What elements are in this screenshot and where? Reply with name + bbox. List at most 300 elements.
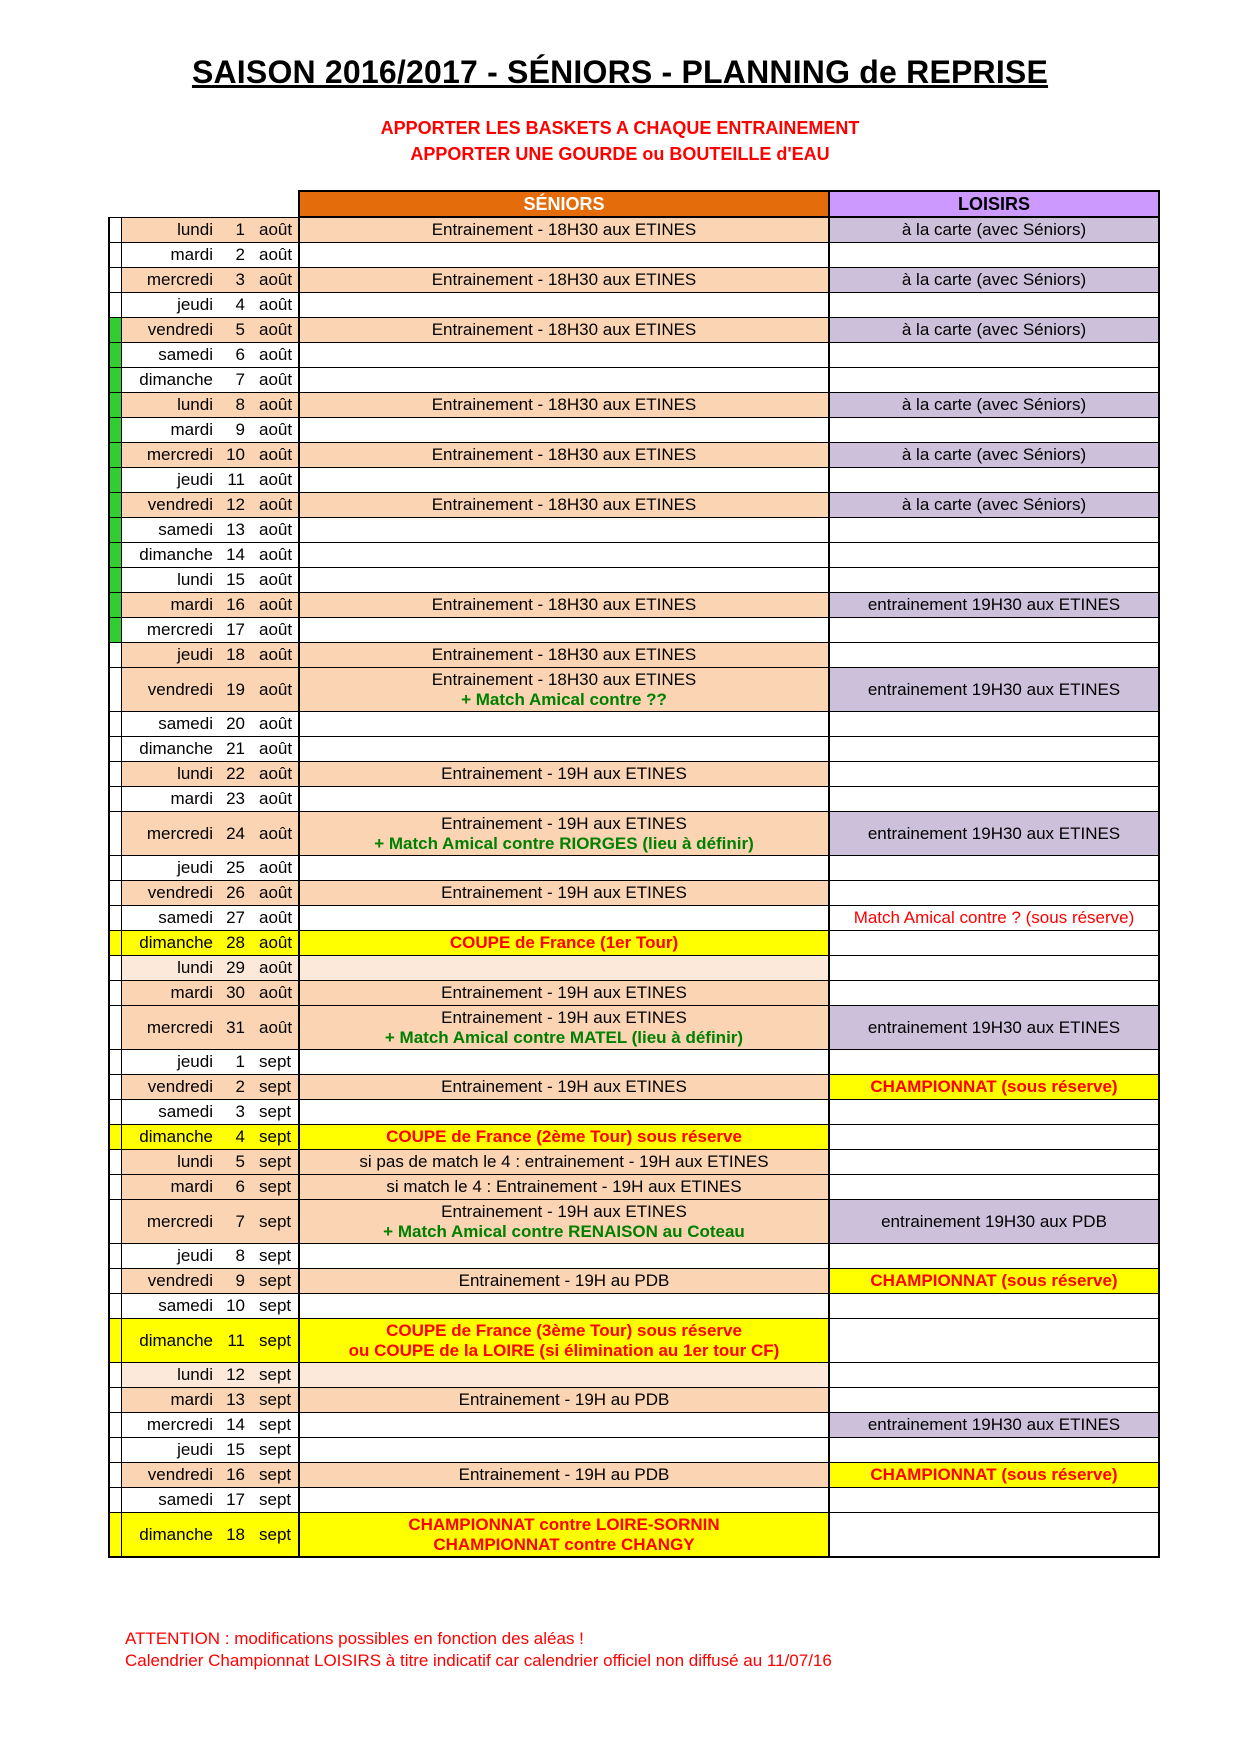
seniors-cell <box>299 518 829 543</box>
loisirs-cell: entrainement 19H30 aux ETINES <box>829 1006 1159 1050</box>
month-name: sept <box>251 1413 299 1438</box>
day-name: vendredi <box>121 493 221 518</box>
day-number: 13 <box>221 518 251 543</box>
seniors-cell <box>299 543 829 568</box>
seniors-cell <box>299 618 829 643</box>
day-number: 15 <box>221 568 251 593</box>
day-name: vendredi <box>121 1269 221 1294</box>
month-name: août <box>251 737 299 762</box>
month-name: sept <box>251 1050 299 1075</box>
seniors-activity: Entrainement - 18H30 aux ETINES <box>431 595 697 614</box>
loisirs-cell <box>829 293 1159 318</box>
loisirs-cell <box>829 1319 1159 1363</box>
month-name: sept <box>251 1125 299 1150</box>
day-number: 17 <box>221 1488 251 1513</box>
cup-match: CHAMPIONNAT contre CHANGY <box>433 1534 695 1554</box>
loisirs-cell: à la carte (avec Séniors) <box>829 268 1159 293</box>
day-number: 21 <box>221 737 251 762</box>
row-marker <box>109 1175 121 1200</box>
seniors-cell <box>299 568 829 593</box>
table-row <box>109 518 1159 543</box>
loisirs-cell <box>829 1438 1159 1463</box>
month-name: août <box>251 643 299 668</box>
row-marker <box>109 543 121 568</box>
row-marker <box>109 1244 121 1269</box>
loisirs-cell <box>829 1388 1159 1413</box>
day-name: jeudi <box>121 856 221 881</box>
day-name: lundi <box>121 956 221 981</box>
seniors-activity: Entrainement - 18H30 aux ETINES <box>431 669 697 689</box>
loisirs-cell <box>829 1175 1159 1200</box>
day-number: 7 <box>221 368 251 393</box>
cup-match: COUPE de France (2ème Tour) sous réserve <box>386 1127 742 1146</box>
row-marker <box>109 418 121 443</box>
day-number: 3 <box>221 268 251 293</box>
loisirs-cell: CHAMPIONNAT (sous réserve) <box>829 1269 1159 1294</box>
month-name: août <box>251 443 299 468</box>
table-row <box>109 737 1159 762</box>
seniors-activity: Entrainement - 19H aux ETINES <box>441 1201 687 1221</box>
day-number: 18 <box>221 643 251 668</box>
table-row <box>109 268 1159 293</box>
seniors-cell <box>299 1513 829 1558</box>
table-row <box>109 1006 1159 1050</box>
row-marker <box>109 856 121 881</box>
table-row <box>109 668 1159 712</box>
month-name: sept <box>251 1363 299 1388</box>
seniors-cell <box>299 787 829 812</box>
seniors-cell <box>299 443 829 468</box>
month-name: sept <box>251 1244 299 1269</box>
loisirs-cell: à la carte (avec Séniors) <box>829 443 1159 468</box>
day-number: 24 <box>221 812 251 856</box>
table-row <box>109 393 1159 418</box>
day-number: 14 <box>221 1413 251 1438</box>
loisirs-cell <box>829 418 1159 443</box>
loisirs-cell <box>829 762 1159 787</box>
row-marker <box>109 906 121 931</box>
loisirs-cell <box>829 931 1159 956</box>
loisirs-cell <box>829 737 1159 762</box>
month-name: août <box>251 712 299 737</box>
day-name: lundi <box>121 217 221 243</box>
table-row <box>109 787 1159 812</box>
month-name: août <box>251 881 299 906</box>
loisirs-cell: à la carte (avec Séniors) <box>829 217 1159 243</box>
day-name: vendredi <box>121 881 221 906</box>
day-name: mardi <box>121 243 221 268</box>
row-marker <box>109 368 121 393</box>
row-marker <box>109 1050 121 1075</box>
table-row <box>109 1075 1159 1100</box>
table-row <box>109 1294 1159 1319</box>
row-marker <box>109 1413 121 1438</box>
seniors-activity: Entrainement - 19H aux ETINES <box>441 813 687 833</box>
table-row <box>109 418 1159 443</box>
seniors-activity: Entrainement - 19H au PDB <box>458 1465 670 1484</box>
loisirs-cell: à la carte (avec Séniors) <box>829 393 1159 418</box>
table-row <box>109 1100 1159 1125</box>
seniors-cell <box>299 468 829 493</box>
seniors-cell <box>299 217 829 243</box>
day-number: 18 <box>221 1513 251 1558</box>
row-marker <box>109 712 121 737</box>
row-marker <box>109 1200 121 1244</box>
loisirs-cell <box>829 981 1159 1006</box>
loisirs-cell <box>829 787 1159 812</box>
loisirs-cell <box>829 243 1159 268</box>
loisirs-cell: entrainement 19H30 aux ETINES <box>829 668 1159 712</box>
day-number: 19 <box>221 668 251 712</box>
seniors-activity: si match le 4 : Entrainement - 19H aux ETINES <box>386 1177 742 1196</box>
month-name: août <box>251 368 299 393</box>
seniors-cell <box>299 1200 829 1244</box>
loisirs-cell: entrainement 19H30 aux PDB <box>829 1200 1159 1244</box>
table-row <box>109 343 1159 368</box>
day-number: 5 <box>221 1150 251 1175</box>
table-row <box>109 217 1159 243</box>
seniors-cell <box>299 1269 829 1294</box>
day-number: 10 <box>221 1294 251 1319</box>
day-number: 28 <box>221 931 251 956</box>
row-marker <box>109 1100 121 1125</box>
day-name: samedi <box>121 1294 221 1319</box>
day-name: mercredi <box>121 618 221 643</box>
seniors-activity: Entrainement - 19H aux ETINES <box>441 983 687 1002</box>
day-number: 17 <box>221 618 251 643</box>
month-name: août <box>251 906 299 931</box>
day-number: 4 <box>221 293 251 318</box>
seniors-cell <box>299 1050 829 1075</box>
day-name: mercredi <box>121 1413 221 1438</box>
loisirs-cell: CHAMPIONNAT (sous réserve) <box>829 1463 1159 1488</box>
row-marker <box>109 931 121 956</box>
day-number: 23 <box>221 787 251 812</box>
row-marker <box>109 787 121 812</box>
day-name: jeudi <box>121 1050 221 1075</box>
day-name: jeudi <box>121 1438 221 1463</box>
table-row <box>109 1200 1159 1244</box>
row-marker <box>109 1269 121 1294</box>
month-name: sept <box>251 1269 299 1294</box>
day-number: 1 <box>221 1050 251 1075</box>
seniors-cell <box>299 1075 829 1100</box>
seniors-cell <box>299 1125 829 1150</box>
month-name: août <box>251 217 299 243</box>
seniors-cell <box>299 956 829 981</box>
day-number: 8 <box>221 393 251 418</box>
loisirs-cell <box>829 1488 1159 1513</box>
row-marker <box>109 243 121 268</box>
day-name: mardi <box>121 787 221 812</box>
row-marker <box>109 318 121 343</box>
day-name: dimanche <box>121 737 221 762</box>
day-name: mercredi <box>121 443 221 468</box>
seniors-activity: Entrainement - 18H30 aux ETINES <box>431 495 697 514</box>
day-name: vendredi <box>121 318 221 343</box>
month-name: août <box>251 618 299 643</box>
table-row <box>109 981 1159 1006</box>
day-name: mardi <box>121 1388 221 1413</box>
seniors-cell <box>299 418 829 443</box>
day-name: vendredi <box>121 668 221 712</box>
day-number: 11 <box>221 468 251 493</box>
day-number: 5 <box>221 318 251 343</box>
seniors-cell <box>299 1175 829 1200</box>
month-name: août <box>251 931 299 956</box>
seniors-cell <box>299 1488 829 1513</box>
loisirs-cell <box>829 1244 1159 1269</box>
day-name: dimanche <box>121 543 221 568</box>
row-marker <box>109 1294 121 1319</box>
row-marker <box>109 1150 121 1175</box>
month-name: août <box>251 593 299 618</box>
day-number: 16 <box>221 1463 251 1488</box>
seniors-cell <box>299 643 829 668</box>
day-name: samedi <box>121 343 221 368</box>
month-name: août <box>251 243 299 268</box>
day-number: 30 <box>221 981 251 1006</box>
day-name: mercredi <box>121 1200 221 1244</box>
footer-warning: ATTENTION : modifications possibles en fonction des aléas ! <box>125 1629 584 1648</box>
table-row <box>109 812 1159 856</box>
table-row <box>109 1388 1159 1413</box>
day-number: 26 <box>221 881 251 906</box>
day-number: 8 <box>221 1244 251 1269</box>
seniors-cell <box>299 1388 829 1413</box>
table-row <box>109 618 1159 643</box>
day-name: mardi <box>121 981 221 1006</box>
table-row <box>109 1463 1159 1488</box>
seniors-cell <box>299 493 829 518</box>
seniors-cell <box>299 1463 829 1488</box>
row-marker <box>109 493 121 518</box>
table-row <box>109 243 1159 268</box>
day-name: lundi <box>121 1150 221 1175</box>
cup-match: CHAMPIONNAT contre LOIRE-SORNIN <box>408 1514 720 1534</box>
month-name: août <box>251 981 299 1006</box>
seniors-cell <box>299 856 829 881</box>
day-name: jeudi <box>121 468 221 493</box>
row-marker <box>109 956 121 981</box>
loisirs-cell <box>829 543 1159 568</box>
cup-match: COUPE de France (1er Tour) <box>449 933 679 952</box>
row-marker <box>109 1075 121 1100</box>
row-marker <box>109 1463 121 1488</box>
month-name: août <box>251 856 299 881</box>
seniors-activity: Entrainement - 18H30 aux ETINES <box>431 395 697 414</box>
loisirs-cell <box>829 956 1159 981</box>
day-number: 20 <box>221 712 251 737</box>
table-row <box>109 1125 1159 1150</box>
month-name: août <box>251 812 299 856</box>
day-name: mercredi <box>121 1006 221 1050</box>
table-row <box>109 1150 1159 1175</box>
seniors-cell <box>299 1006 829 1050</box>
row-marker <box>109 443 121 468</box>
row-marker <box>109 1438 121 1463</box>
day-name: mercredi <box>121 812 221 856</box>
seniors-cell <box>299 1294 829 1319</box>
seniors-cell <box>299 268 829 293</box>
table-row <box>109 1363 1159 1388</box>
row-marker <box>109 618 121 643</box>
day-name: samedi <box>121 518 221 543</box>
day-name: jeudi <box>121 643 221 668</box>
seniors-cell <box>299 981 829 1006</box>
day-name: dimanche <box>121 1125 221 1150</box>
loisirs-cell <box>829 568 1159 593</box>
loisirs-cell <box>829 518 1159 543</box>
loisirs-cell <box>829 712 1159 737</box>
table-row <box>109 1269 1159 1294</box>
row-marker <box>109 268 121 293</box>
table-row <box>109 568 1159 593</box>
row-marker <box>109 1006 121 1050</box>
notice-baskets: APPORTER LES BASKETS A CHAQUE ENTRAINEMENT <box>380 118 860 138</box>
month-name: sept <box>251 1175 299 1200</box>
day-number: 6 <box>221 1175 251 1200</box>
day-number: 31 <box>221 1006 251 1050</box>
row-marker <box>109 812 121 856</box>
seniors-cell <box>299 906 829 931</box>
table-row <box>109 593 1159 618</box>
table-row <box>109 931 1159 956</box>
friendly-match: + Match Amical contre RIORGES (lieu à définir) <box>374 833 754 853</box>
table-row <box>109 906 1159 931</box>
loisirs-cell <box>829 1150 1159 1175</box>
seniors-activity: Entrainement - 19H aux ETINES <box>441 1007 687 1027</box>
table-row <box>109 762 1159 787</box>
row-marker <box>109 737 121 762</box>
seniors-cell <box>299 712 829 737</box>
month-name: août <box>251 1006 299 1050</box>
seniors-cell <box>299 881 829 906</box>
row-marker <box>109 1388 121 1413</box>
day-name: dimanche <box>121 931 221 956</box>
table-row <box>109 293 1159 318</box>
day-name: lundi <box>121 762 221 787</box>
day-name: vendredi <box>121 1075 221 1100</box>
month-name: août <box>251 293 299 318</box>
seniors-activity: Entrainement - 19H au PDB <box>458 1390 670 1409</box>
table-row <box>109 1244 1159 1269</box>
day-name: mercredi <box>121 268 221 293</box>
seniors-cell <box>299 593 829 618</box>
row-marker <box>109 468 121 493</box>
day-name: dimanche <box>121 1513 221 1558</box>
month-name: août <box>251 762 299 787</box>
month-name: sept <box>251 1150 299 1175</box>
header-seniors: SÉNIORS <box>299 191 829 217</box>
day-name: samedi <box>121 712 221 737</box>
day-number: 25 <box>221 856 251 881</box>
seniors-cell <box>299 393 829 418</box>
month-name: août <box>251 787 299 812</box>
day-name: lundi <box>121 1363 221 1388</box>
loisirs-cell <box>829 1050 1159 1075</box>
loisirs-cell <box>829 1125 1159 1150</box>
month-name: sept <box>251 1513 299 1558</box>
day-name: mardi <box>121 593 221 618</box>
loisirs-cell <box>829 343 1159 368</box>
friendly-match: + Match Amical contre MATEL (lieu à définir) <box>384 1027 744 1047</box>
month-name: août <box>251 568 299 593</box>
row-marker <box>109 217 121 243</box>
month-name: août <box>251 268 299 293</box>
seniors-activity: Entrainement - 18H30 aux ETINES <box>431 270 697 289</box>
header-spacer <box>109 191 299 217</box>
table-row <box>109 1319 1159 1363</box>
month-name: sept <box>251 1319 299 1363</box>
row-marker <box>109 343 121 368</box>
loisirs-cell: entrainement 19H30 aux ETINES <box>829 593 1159 618</box>
loisirs-cell: à la carte (avec Séniors) <box>829 493 1159 518</box>
cup-match: ou COUPE de la LOIRE (si élimination au 1er tour CF) <box>348 1340 780 1360</box>
row-marker <box>109 568 121 593</box>
day-name: samedi <box>121 1488 221 1513</box>
table-row <box>109 712 1159 737</box>
month-name: août <box>251 668 299 712</box>
day-name: dimanche <box>121 368 221 393</box>
seniors-cell <box>299 243 829 268</box>
row-marker <box>109 668 121 712</box>
loisirs-cell: entrainement 19H30 aux ETINES <box>829 812 1159 856</box>
day-number: 1 <box>221 217 251 243</box>
footer-calendar-note: Calendrier Championnat LOISIRS à titre indicatif car calendrier officiel non diffusé au 11/07/16 <box>125 1651 832 1670</box>
row-marker <box>109 1125 121 1150</box>
day-number: 16 <box>221 593 251 618</box>
day-number: 22 <box>221 762 251 787</box>
row-marker <box>109 881 121 906</box>
seniors-activity: Entrainement - 19H aux ETINES <box>441 764 687 783</box>
row-marker <box>109 518 121 543</box>
loisirs-cell <box>829 368 1159 393</box>
seniors-activity: Entrainement - 19H aux ETINES <box>441 1077 687 1096</box>
row-marker <box>109 293 121 318</box>
month-name: août <box>251 493 299 518</box>
month-name: sept <box>251 1438 299 1463</box>
seniors-cell <box>299 368 829 393</box>
table-row <box>109 643 1159 668</box>
seniors-activity: Entrainement - 18H30 aux ETINES <box>431 645 697 664</box>
month-name: août <box>251 543 299 568</box>
header-loisirs: LOISIRS <box>829 191 1159 217</box>
day-name: lundi <box>121 568 221 593</box>
row-marker <box>109 393 121 418</box>
table-row <box>109 856 1159 881</box>
loisirs-cell <box>829 881 1159 906</box>
seniors-activity: Entrainement - 18H30 aux ETINES <box>431 445 697 464</box>
month-name: sept <box>251 1100 299 1125</box>
seniors-activity: si pas de match le 4 : entrainement - 19H aux ETINES <box>359 1152 769 1171</box>
table-row <box>109 956 1159 981</box>
loisirs-cell: à la carte (avec Séniors) <box>829 318 1159 343</box>
loisirs-cell <box>829 1100 1159 1125</box>
cup-match: COUPE de France (3ème Tour) sous réserve <box>386 1320 742 1340</box>
seniors-cell <box>299 1438 829 1463</box>
row-marker <box>109 593 121 618</box>
table-row <box>109 543 1159 568</box>
day-number: 2 <box>221 243 251 268</box>
day-name: jeudi <box>121 293 221 318</box>
loisirs-cell <box>829 643 1159 668</box>
day-name: mardi <box>121 1175 221 1200</box>
row-marker <box>109 643 121 668</box>
table-row <box>109 443 1159 468</box>
month-name: sept <box>251 1294 299 1319</box>
month-name: août <box>251 318 299 343</box>
